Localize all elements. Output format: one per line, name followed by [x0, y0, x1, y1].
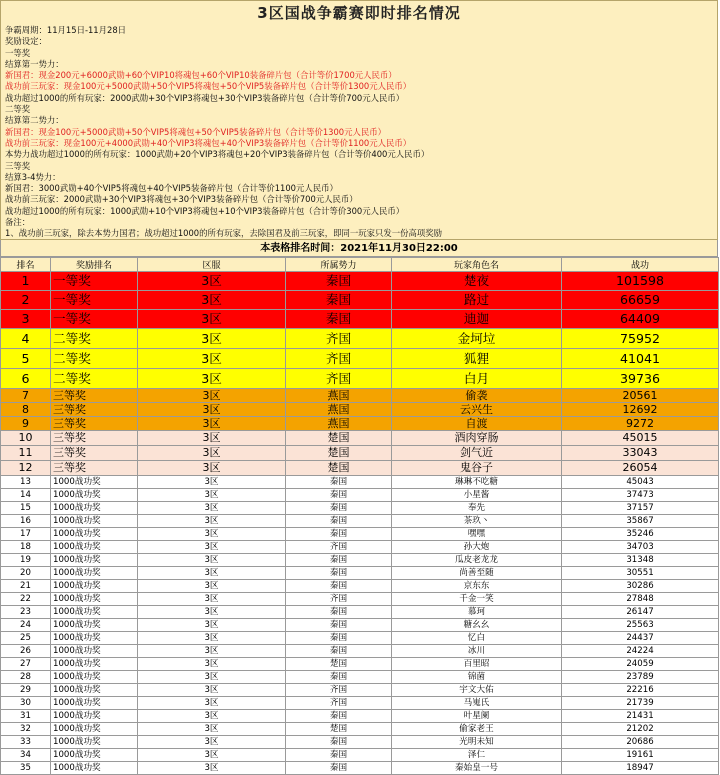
cell-faction: 燕国	[286, 389, 392, 403]
cell-player-name: 锦菌	[392, 671, 562, 684]
notice-line: 新国君：现金200元+6000武勋+60个VIP10将魂包+60个VIP10装备碎片包（合计等价1700元人民币）	[5, 70, 397, 81]
notice-line: 本势力战功超过1000的所有玩家：1000武勋+20个VIP3将魂包+20个VIP3装备碎片包（合计等价400元人民币）	[5, 149, 430, 160]
cell-player-name: 嘿嘿	[392, 528, 562, 541]
cell-rank: 8	[1, 403, 51, 417]
cell-award: 三等奖	[51, 389, 138, 403]
cell-rank: 6	[1, 369, 51, 389]
table-row	[1, 710, 719, 723]
cell-server: 3区	[138, 749, 286, 762]
cell-rank: 27	[1, 658, 51, 671]
table-row	[1, 489, 719, 502]
table-row	[1, 446, 719, 461]
cell-player-name: 秦始皇一号	[392, 762, 562, 775]
cell-player-name: 尚善至随	[392, 567, 562, 580]
header-award: 奖励排名	[51, 258, 138, 272]
notice-line: 奖励设定：	[5, 36, 47, 47]
cell-merit: 34703	[562, 541, 719, 554]
cell-player-name: 酒肉穿肠	[392, 431, 562, 446]
cell-server: 3区	[138, 329, 286, 349]
table-row	[1, 502, 719, 515]
cell-server: 3区	[138, 710, 286, 723]
cell-rank: 32	[1, 723, 51, 736]
cell-faction: 秦国	[286, 272, 392, 291]
cell-server: 3区	[138, 291, 286, 310]
cell-merit: 20561	[562, 389, 719, 403]
cell-rank: 10	[1, 431, 51, 446]
cell-award: 1000战功奖	[51, 645, 138, 658]
cell-server: 3区	[138, 762, 286, 775]
cell-faction: 秦国	[286, 671, 392, 684]
cell-merit: 45015	[562, 431, 719, 446]
table-row	[1, 593, 719, 606]
cell-rank: 19	[1, 554, 51, 567]
cell-merit: 66659	[562, 291, 719, 310]
cell-award: 1000战功奖	[51, 554, 138, 567]
cell-rank: 3	[1, 310, 51, 329]
cell-merit: 37157	[562, 502, 719, 515]
cell-award: 1000战功奖	[51, 515, 138, 528]
cell-rank: 20	[1, 567, 51, 580]
cell-server: 3区	[138, 417, 286, 431]
cell-merit: 30286	[562, 580, 719, 593]
cell-faction: 楚国	[286, 723, 392, 736]
cell-server: 3区	[138, 684, 286, 697]
table-row	[1, 417, 719, 431]
cell-faction: 燕国	[286, 403, 392, 417]
table-row	[1, 515, 719, 528]
rules-text	[5, 25, 713, 240]
cell-server: 3区	[138, 461, 286, 476]
cell-player-name: 光明未知	[392, 736, 562, 749]
cell-server: 3区	[138, 502, 286, 515]
cell-rank: 2	[1, 291, 51, 310]
table-row	[1, 580, 719, 593]
cell-award: 1000战功奖	[51, 710, 138, 723]
table-row	[1, 329, 719, 349]
table-row	[1, 762, 719, 775]
cell-award: 1000战功奖	[51, 502, 138, 515]
notice-line: 战功超过1000的所有玩家：2000武勋+30个VIP3将魂包+30个VIP3装备碎片包（合计等价700元人民币）	[5, 92, 405, 103]
cell-server: 3区	[138, 554, 286, 567]
cell-award: 一等奖	[51, 291, 138, 310]
cell-faction: 秦国	[286, 502, 392, 515]
cell-player-name: 鬼谷子	[392, 461, 562, 476]
cell-faction: 齐国	[286, 349, 392, 369]
cell-merit: 18947	[562, 762, 719, 775]
cell-faction: 秦国	[286, 645, 392, 658]
table-row	[1, 684, 719, 697]
cell-rank: 35	[1, 762, 51, 775]
cell-rank: 22	[1, 593, 51, 606]
header-faction: 所属势力	[286, 258, 392, 272]
notice-line: 1、战功前三玩家，除去本势力国君；战功超过1000的所有玩家，去除国君及前三玩家，即同一玩家只发一份高项奖励	[5, 228, 443, 239]
cell-server: 3区	[138, 632, 286, 645]
table-row	[1, 606, 719, 619]
table-row	[1, 528, 719, 541]
cell-award: 三等奖	[51, 431, 138, 446]
cell-faction: 秦国	[286, 632, 392, 645]
cell-award: 1000战功奖	[51, 541, 138, 554]
cell-player-name: 慕珂	[392, 606, 562, 619]
cell-server: 3区	[138, 272, 286, 291]
page-title: 3区国战争霸赛即时排名情况	[257, 4, 461, 22]
cell-award: 1000战功奖	[51, 736, 138, 749]
cell-server: 3区	[138, 369, 286, 389]
cell-server: 3区	[138, 736, 286, 749]
cell-player-name: 马嵬氏	[392, 697, 562, 710]
notice-line: 备注：	[5, 217, 31, 228]
cell-award: 1000战功奖	[51, 684, 138, 697]
cell-award: 1000战功奖	[51, 697, 138, 710]
cell-merit: 12692	[562, 403, 719, 417]
table-row	[1, 272, 719, 291]
notice-line: 战功超过1000的所有玩家：1000武勋+10个VIP3将魂包+10个VIP3装备碎片包（合计等价300元人民币）	[5, 205, 405, 216]
cell-server: 3区	[138, 528, 286, 541]
notice-line: 三等奖	[5, 160, 31, 171]
cell-server: 3区	[138, 431, 286, 446]
cell-rank: 15	[1, 502, 51, 515]
header-server: 区服	[138, 258, 286, 272]
cell-merit: 24437	[562, 632, 719, 645]
cell-faction: 燕国	[286, 417, 392, 431]
cell-server: 3区	[138, 580, 286, 593]
cell-faction: 齐国	[286, 697, 392, 710]
cell-merit: 30551	[562, 567, 719, 580]
cell-rank: 28	[1, 671, 51, 684]
cell-award: 二等奖	[51, 349, 138, 369]
cell-server: 3区	[138, 593, 286, 606]
cell-merit: 22216	[562, 684, 719, 697]
cell-award: 三等奖	[51, 403, 138, 417]
table-row	[1, 349, 719, 369]
cell-merit: 41041	[562, 349, 719, 369]
cell-merit: 24224	[562, 645, 719, 658]
table-row	[1, 619, 719, 632]
cell-merit: 37473	[562, 489, 719, 502]
header-merit: 战功	[562, 258, 719, 272]
table-row	[1, 749, 719, 762]
table-row	[1, 310, 719, 329]
cell-faction: 秦国	[286, 580, 392, 593]
table-header-row	[1, 258, 719, 272]
cell-server: 3区	[138, 619, 286, 632]
cell-merit: 27848	[562, 593, 719, 606]
cell-faction: 秦国	[286, 619, 392, 632]
cell-rank: 16	[1, 515, 51, 528]
cell-player-name: 冰川	[392, 645, 562, 658]
cell-faction: 齐国	[286, 593, 392, 606]
cell-faction: 齐国	[286, 369, 392, 389]
cell-player-name: 偷家老王	[392, 723, 562, 736]
cell-player-name: 路过	[392, 291, 562, 310]
cell-rank: 29	[1, 684, 51, 697]
cell-rank: 11	[1, 446, 51, 461]
cell-player-name: 剑气近	[392, 446, 562, 461]
cell-server: 3区	[138, 489, 286, 502]
cell-player-name: 楚夜	[392, 272, 562, 291]
cell-faction: 楚国	[286, 446, 392, 461]
cell-merit: 24059	[562, 658, 719, 671]
ranking-timestamp: 本表格排名时间：2021年11月30日22:00	[0, 240, 718, 257]
cell-server: 3区	[138, 310, 286, 329]
cell-faction: 秦国	[286, 310, 392, 329]
cell-faction: 秦国	[286, 567, 392, 580]
cell-merit: 9272	[562, 417, 719, 431]
cell-faction: 齐国	[286, 541, 392, 554]
cell-award: 1000战功奖	[51, 580, 138, 593]
table-row	[1, 403, 719, 417]
cell-faction: 楚国	[286, 658, 392, 671]
notice-line: 战功前三玩家：2000武勋+30个VIP3将魂包+30个VIP3装备碎片包（合计等价700元人民币）	[5, 194, 358, 205]
cell-player-name: 叶星阑	[392, 710, 562, 723]
header-player-name: 玩家角色名	[392, 258, 562, 272]
table-row	[1, 645, 719, 658]
cell-player-name: 狐狸	[392, 349, 562, 369]
cell-rank: 31	[1, 710, 51, 723]
cell-faction: 秦国	[286, 749, 392, 762]
cell-award: 一等奖	[51, 310, 138, 329]
notice-line: 二等奖	[5, 104, 31, 115]
cell-faction: 秦国	[286, 291, 392, 310]
cell-award: 1000战功奖	[51, 723, 138, 736]
cell-rank: 4	[1, 329, 51, 349]
cell-rank: 26	[1, 645, 51, 658]
cell-award: 一等奖	[51, 272, 138, 291]
cell-award: 三等奖	[51, 417, 138, 431]
notice-line: 战功前三玩家：现金100元+5000武勋+50个VIP5将魂包+50个VIP5装备碎片包（合计等价1300元人民币）	[5, 81, 412, 92]
cell-faction: 秦国	[286, 762, 392, 775]
cell-merit: 25563	[562, 619, 719, 632]
cell-player-name: 茶玖丶	[392, 515, 562, 528]
cell-award: 1000战功奖	[51, 632, 138, 645]
table-row	[1, 632, 719, 645]
table-row	[1, 461, 719, 476]
cell-award: 1000战功奖	[51, 528, 138, 541]
cell-merit: 64409	[562, 310, 719, 329]
cell-player-name: 白月	[392, 369, 562, 389]
cell-server: 3区	[138, 658, 286, 671]
notice-line: 新国君：现金100元+5000武勋+50个VIP5将魂包+50个VIP5装备碎片包（合计等价1300元人民币）	[5, 126, 387, 137]
cell-server: 3区	[138, 349, 286, 369]
cell-server: 3区	[138, 606, 286, 619]
cell-server: 3区	[138, 446, 286, 461]
table-row	[1, 671, 719, 684]
table-row	[1, 369, 719, 389]
cell-server: 3区	[138, 515, 286, 528]
cell-server: 3区	[138, 567, 286, 580]
cell-faction: 齐国	[286, 684, 392, 697]
table-row	[1, 389, 719, 403]
cell-award: 1000战功奖	[51, 476, 138, 489]
cell-player-name: 迪迦	[392, 310, 562, 329]
cell-rank: 30	[1, 697, 51, 710]
cell-server: 3区	[138, 403, 286, 417]
cell-faction: 秦国	[286, 554, 392, 567]
cell-merit: 26147	[562, 606, 719, 619]
table-row	[1, 476, 719, 489]
cell-award: 1000战功奖	[51, 606, 138, 619]
cell-player-name: 自渡	[392, 417, 562, 431]
cell-merit: 21431	[562, 710, 719, 723]
cell-server: 3区	[138, 541, 286, 554]
cell-merit: 35246	[562, 528, 719, 541]
cell-rank: 7	[1, 389, 51, 403]
cell-award: 1000战功奖	[51, 658, 138, 671]
cell-player-name: 京东东	[392, 580, 562, 593]
notice-line: 结算第二势力：	[5, 115, 64, 126]
table-row	[1, 554, 719, 567]
table-row	[1, 291, 719, 310]
cell-rank: 14	[1, 489, 51, 502]
notice-line: 争霸周期：11月15日-11月28日	[5, 25, 127, 35]
table-row	[1, 736, 719, 749]
cell-rank: 33	[1, 736, 51, 749]
notice-line: 新国君：3000武勋+40个VIP5将魂包+40个VIP5装备碎片包（合计等价1100元人民币）	[5, 183, 338, 194]
cell-faction: 秦国	[286, 489, 392, 502]
cell-award: 三等奖	[51, 461, 138, 476]
cell-award: 1000战功奖	[51, 762, 138, 775]
notice-line: 一等奖	[5, 47, 31, 58]
cell-player-name: 忆白	[392, 632, 562, 645]
cell-merit: 35867	[562, 515, 719, 528]
table-row	[1, 723, 719, 736]
table-row	[1, 567, 719, 580]
cell-merit: 19161	[562, 749, 719, 762]
notice-line: 战功前三玩家：现金100元+4000武勋+40个VIP3将魂包+40个VIP3装备碎片包（合计等价1100元人民币）	[5, 137, 412, 148]
cell-player-name: 小星酱	[392, 489, 562, 502]
cell-merit: 75952	[562, 329, 719, 349]
cell-server: 3区	[138, 645, 286, 658]
cell-award: 1000战功奖	[51, 749, 138, 762]
cell-award: 1000战功奖	[51, 489, 138, 502]
cell-server: 3区	[138, 671, 286, 684]
cell-player-name: 百里昭	[392, 658, 562, 671]
cell-rank: 13	[1, 476, 51, 489]
cell-player-name: 瓜皮老龙龙	[392, 554, 562, 567]
cell-rank: 12	[1, 461, 51, 476]
cell-merit: 23789	[562, 671, 719, 684]
cell-player-name: 偷袭	[392, 389, 562, 403]
cell-rank: 34	[1, 749, 51, 762]
cell-merit: 21202	[562, 723, 719, 736]
cell-merit: 26054	[562, 461, 719, 476]
cell-rank: 18	[1, 541, 51, 554]
cell-server: 3区	[138, 697, 286, 710]
table-row	[1, 697, 719, 710]
cell-faction: 秦国	[286, 515, 392, 528]
cell-server: 3区	[138, 723, 286, 736]
cell-rank: 9	[1, 417, 51, 431]
cell-rank: 21	[1, 580, 51, 593]
cell-merit: 31348	[562, 554, 719, 567]
cell-merit: 39736	[562, 369, 719, 389]
cell-player-name: 泽仁	[392, 749, 562, 762]
cell-rank: 5	[1, 349, 51, 369]
cell-faction: 秦国	[286, 710, 392, 723]
cell-server: 3区	[138, 389, 286, 403]
cell-merit: 101598	[562, 272, 719, 291]
cell-server: 3区	[138, 476, 286, 489]
cell-award: 二等奖	[51, 329, 138, 349]
cell-rank: 23	[1, 606, 51, 619]
cell-player-name: 奉先	[392, 502, 562, 515]
table-row	[1, 658, 719, 671]
cell-player-name: 云兴生	[392, 403, 562, 417]
cell-player-name: 千金一笑	[392, 593, 562, 606]
cell-faction: 秦国	[286, 736, 392, 749]
cell-merit: 33043	[562, 446, 719, 461]
notice-line: 结算3-4势力：	[5, 171, 61, 182]
cell-award: 1000战功奖	[51, 619, 138, 632]
rules-notice-panel	[0, 0, 718, 240]
cell-merit: 20686	[562, 736, 719, 749]
cell-faction: 秦国	[286, 528, 392, 541]
cell-rank: 24	[1, 619, 51, 632]
cell-faction: 秦国	[286, 476, 392, 489]
table-row	[1, 431, 719, 446]
cell-player-name: 金坷垃	[392, 329, 562, 349]
cell-rank: 1	[1, 272, 51, 291]
cell-player-name: 糖幺幺	[392, 619, 562, 632]
header-rank: 排名	[1, 258, 51, 272]
cell-player-name: 孙大炮	[392, 541, 562, 554]
cell-player-name: 宇文大佑	[392, 684, 562, 697]
cell-merit: 21739	[562, 697, 719, 710]
cell-faction: 楚国	[286, 461, 392, 476]
cell-award: 1000战功奖	[51, 567, 138, 580]
cell-award: 二等奖	[51, 369, 138, 389]
cell-merit: 45043	[562, 476, 719, 489]
notice-line: 结算第一势力：	[5, 58, 64, 69]
cell-award: 三等奖	[51, 446, 138, 461]
cell-rank: 17	[1, 528, 51, 541]
cell-award: 1000战功奖	[51, 671, 138, 684]
cell-faction: 秦国	[286, 606, 392, 619]
cell-faction: 楚国	[286, 431, 392, 446]
table-row	[1, 541, 719, 554]
cell-rank: 25	[1, 632, 51, 645]
cell-faction: 齐国	[286, 329, 392, 349]
cell-award: 1000战功奖	[51, 593, 138, 606]
ranking-table	[0, 257, 719, 775]
cell-player-name: 琳琳不吃糖	[392, 476, 562, 489]
